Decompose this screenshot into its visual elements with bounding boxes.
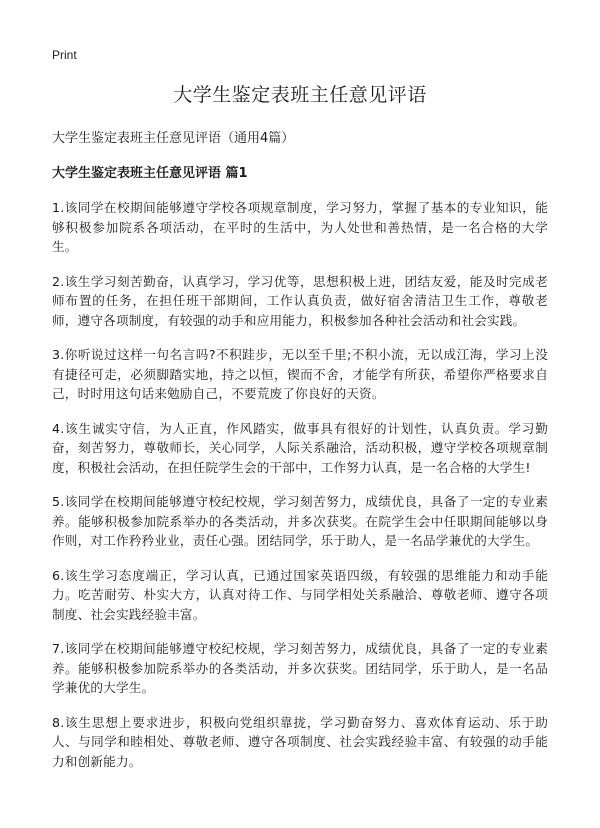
paragraph-1: 1.该同学在校期间能够遵守学校各项规章制度，学习努力，掌握了基本的专业知识，能够积极参加院系各项活动，在平时的生活中，为人处世和善热情，是一名合格的大学生。 <box>52 200 548 254</box>
document-title: 大学生鉴定表班主任意见评语 <box>173 84 427 106</box>
section-heading: 大学生鉴定表班主任意见评语 篇1 <box>52 166 248 181</box>
document-subtitle: 大学生鉴定表班主任意见评语（通用4篇） <box>52 131 295 146</box>
paragraph-2: 2.该生学习刻苦勤奋，认真学习，学习优等，思想积极上进，团结友爱，能及时完成老师布置的任务，在担任班干部期间，工作认真负责，做好宿舍清洁卫生工作，尊敬老师，遵守各项制度，有较强的动手和应用能力，积极参加各种社会活动和社会实践。 <box>52 273 548 328</box>
print-link[interactable]: Print <box>52 48 77 62</box>
paragraph-6: 6.该生学习态度端正，学习认真，已通过国家英语四级，有较强的思维能力和动手能力。吃苦耐劳、朴实大方，认真对待工作、与同学相处关系融洽、尊敬老师、遵守各项制度、社会实践经验丰富。 <box>52 567 548 622</box>
paragraph-5: 5.该同学在校期间能够遵守校纪校规，学习刻苦努力，成绩优良，具备了一定的专业素养。能够积极参加院系举办的各类活动，并多次获奖。在院学生会中任职期间能够以身作则，对工作矜矜业业，责任心强。团结同学，乐于助人，是一名品学兼优的大学生。 <box>52 494 548 548</box>
paragraph-3: 3.你听说过这样一句名言吗?不积跬步，无以至千里;不积小流，无以成江海，学习上没有捷径可走，必须脚踏实地，持之以恒，锲而不舍，才能学有所获，希望你严格要求自己，时时用这句话来勉励自己，不要荒废了你良好的天资。 <box>52 347 548 401</box>
paragraph-7: 7.该同学在校期间能够遵守校纪校规，学习刻苦努力，成绩优良，具备了一定的专业素养。能够积极参加院系举办的各类活动，并多次获奖。团结同学，乐于助人，是一名品学兼优的大学生。 <box>52 641 548 695</box>
paragraph-4: 4.该生诚实守信，为人正直，作风踏实，做事具有很好的计划性，认真负责。学习勤奋，刻苦努力，尊敬师长，关心同学，人际关系融洽，活动积极，遵守学校各项规章制度，积极社会活动，在担任院学生会的干部中，工作努力认真，是一名合格的大学生! <box>52 420 548 475</box>
paragraph-8: 8.该生思想上要求进步，积极向党组织靠拢，学习勤奋努力、喜欢体育运动、乐于助人、与同学和睦相处、尊敬老师、遵守各项制度、社会实践经验丰富、有较强的动手能力和创新能力。 <box>52 714 548 769</box>
